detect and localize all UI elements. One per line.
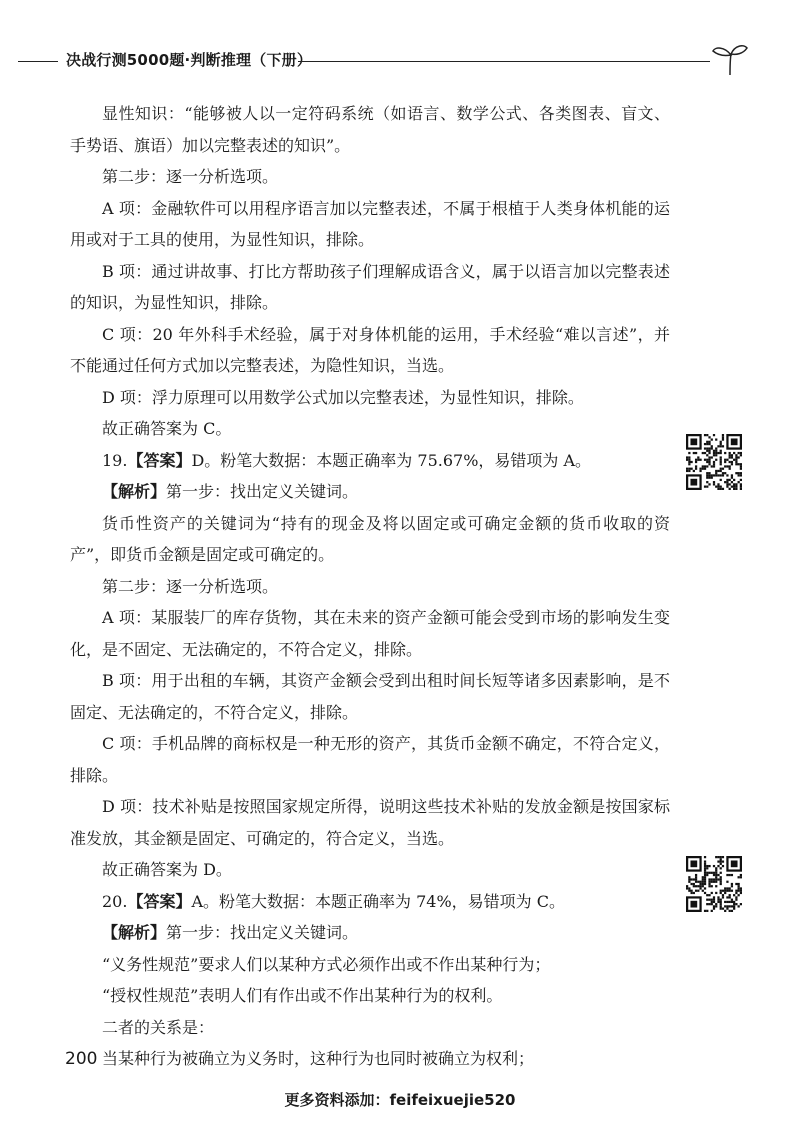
q19-analysis-line (70, 476, 670, 508)
option-c-analysis: C 项：20 年外科手术经验，属于对身体机能的运用，手术经验“难以言述”，并不能通过任何方式加以完整表述，为隐性知识，当选。 (70, 324, 670, 375)
running-header (0, 46, 800, 76)
qr-code-icon[interactable] (686, 434, 742, 490)
page-number: 200 (65, 1049, 98, 1069)
monetary-asset-keywords: 货币性资产的关键词为“持有的现金及将以固定或可确定金额的货币收取的资产”，即货币金额是固定或可确定的。 (70, 513, 670, 564)
q20-answer-line (70, 886, 670, 918)
option-b-analysis: B 项：通过讲故事、打比方帮助孩子们理解成语含义，属于以语言加以完整表述的知识，为显性知识，排除。 (70, 261, 670, 312)
q19-number: 19. (102, 450, 128, 470)
obligatory-norm-definition: “义务性规范”要求人们以某种方式必须作出或不作出某种行为； (102, 954, 551, 974)
relationship-text: 当某种行为被确立为义务时，这种行为也同时被确立为权利； (102, 1049, 535, 1068)
explicit-knowledge-definition: 显性知识：“能够被人以一定符码系统（如语言、数学公式、各类图表、盲文、手势语、旗语）加以完整表述的知识”。 (70, 104, 670, 155)
book-title: 决战行测5000题·判断推理（下册） (66, 51, 313, 69)
q19-option-a: A 项：某服装厂的库存货物，其在未来的资产金额可能会受到市场的影响发生变化，是不固定、无法确定的，不符合定义，排除。 (70, 608, 670, 659)
q19-answer-text: D。粉笔大数据：本题正确率为 75.67%，易错项为 A。 (191, 450, 592, 470)
q20-number: 20. (102, 891, 128, 911)
option-a-analysis: A 项：金融软件可以用程序语言加以完整表述，不属于根植于人类身体机能的运用或对于工具的使用，为显性知识，排除。 (70, 198, 670, 249)
page-body (70, 98, 670, 1075)
header-rule-right (298, 61, 710, 62)
q19-option-b: B 项：用于出租的车辆，其资产金额会受到出租时间长短等诸多因素影响，是不固定、无法确定的，不符合定义，排除。 (70, 671, 670, 722)
q20-answer-text: A。粉笔大数据：本题正确率为 74%，易错项为 C。 (191, 891, 566, 911)
q20-analysis-label: 【解析】 (102, 923, 167, 942)
authorizing-norm-definition: “授权性规范”表明人们有作出或不作出某种行为的权利。 (102, 986, 503, 1005)
q20-answer-label: 【答案】 (127, 891, 192, 911)
q19-analysis-text: 第一步：找出定义关键词。 (166, 482, 359, 501)
correct-answer-line: 故正确答案为 C。 (102, 419, 232, 438)
q19-analysis-label: 【解析】 (102, 482, 167, 501)
q20-analysis-text: 第一步：找出定义关键词。 (166, 923, 359, 942)
relationship-heading: 二者的关系是： (102, 1017, 215, 1037)
q19-answer-label: 【答案】 (127, 450, 192, 470)
q19-option-c: C 项：手机品牌的商标权是一种无形的资产，其货币金额不确定，不符合定义，排除。 (70, 734, 670, 785)
option-d-analysis: D 项：浮力原理可以用数学公式加以完整表述，为显性知识，排除。 (102, 387, 584, 407)
q20-analysis-line (70, 917, 670, 949)
q19-correct-answer: 故正确答案为 D。 (102, 860, 232, 879)
qr-code-icon[interactable] (686, 856, 742, 912)
step-two-heading: 第二步：逐一分析选项。 (102, 167, 279, 186)
q19-answer-line (70, 445, 670, 477)
header-rule-left (18, 61, 58, 62)
footer-note: 更多资料添加：feifeixuejie520 (284, 1091, 516, 1109)
q19-option-d: D 项：技术补贴是按照国家规定所得，说明这些技术补贴的发放金额是按国家标准发放，其金额是固定、可确定的，符合定义，当选。 (70, 797, 670, 848)
q19-step-two: 第二步：逐一分析选项。 (102, 576, 279, 596)
sprout-icon (710, 42, 750, 76)
